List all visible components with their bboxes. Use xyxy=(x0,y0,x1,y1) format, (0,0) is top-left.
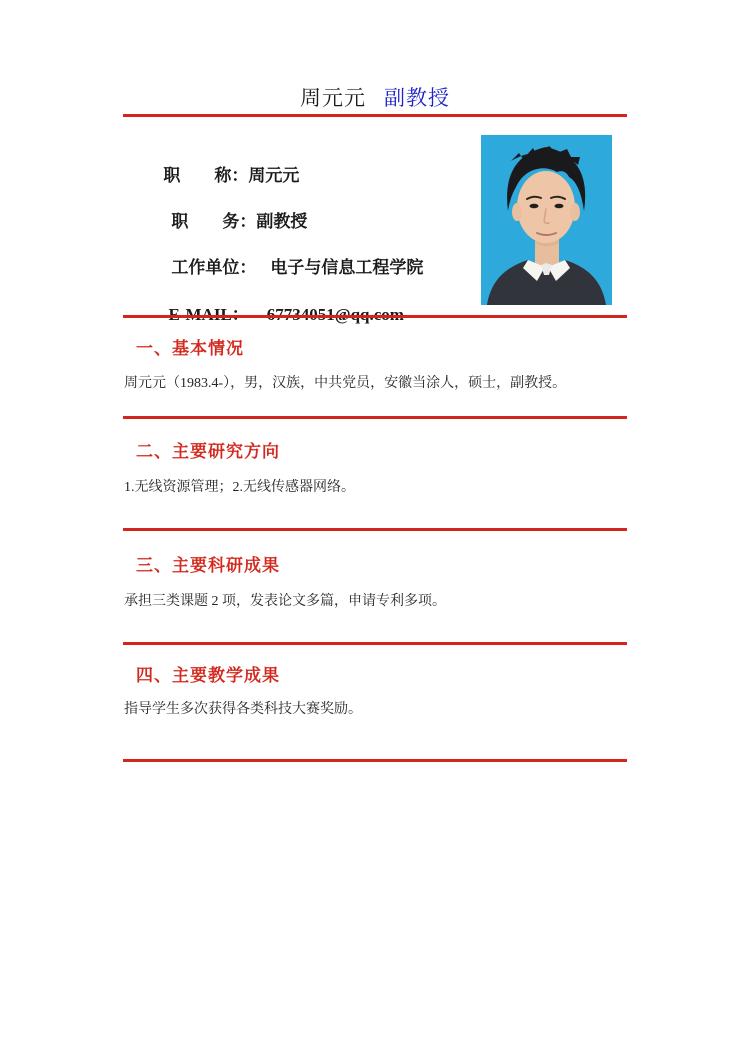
work-unit-label: 工作单位： xyxy=(171,258,257,277)
section-body-research-direction: 1.无线资源管理；2.无线传感器网络。 xyxy=(124,480,355,495)
section-heading-research-direction: 二、主要研究方向 xyxy=(136,442,280,461)
section-heading-research-achievements: 三、主要科研成果 xyxy=(136,556,280,575)
title-rank: 副教授 xyxy=(384,86,450,110)
work-unit-value: 电子与信息工程学院 xyxy=(270,258,424,277)
portrait-photo xyxy=(481,135,612,305)
divider-rule-info-bottom xyxy=(123,315,627,318)
position-value: 副教授 xyxy=(256,212,308,231)
divider-rule-section-3 xyxy=(123,642,627,645)
divider-rule-bottom xyxy=(123,759,627,762)
page-title xyxy=(123,82,627,112)
divider-rule-top xyxy=(123,114,627,117)
section-body-teaching-achievements: 指导学生多次获得各类科技大赛奖励。 xyxy=(124,702,362,717)
job-title-value: 周元元 xyxy=(248,166,300,185)
divider-rule-section-1 xyxy=(123,416,627,419)
title-name: 周元元 xyxy=(300,86,366,110)
divider-rule-section-2 xyxy=(123,528,627,531)
portrait-photo-graphic xyxy=(481,135,612,305)
position-label: 职 务： xyxy=(171,212,257,231)
section-heading-teaching-achievements: 四、主要教学成果 xyxy=(136,666,280,685)
section-heading-basic-info: 一、基本情况 xyxy=(136,339,244,358)
section-body-research-achievements: 承担三类课题 2 项，发表论文多篇，申请专利多项。 xyxy=(124,594,446,609)
job-title-label: 职 称： xyxy=(163,166,249,185)
section-body-basic-info: 周元元（1983.4-），男，汉族，中共党员，安徽当涂人，硕士，副教授。 xyxy=(124,376,567,391)
